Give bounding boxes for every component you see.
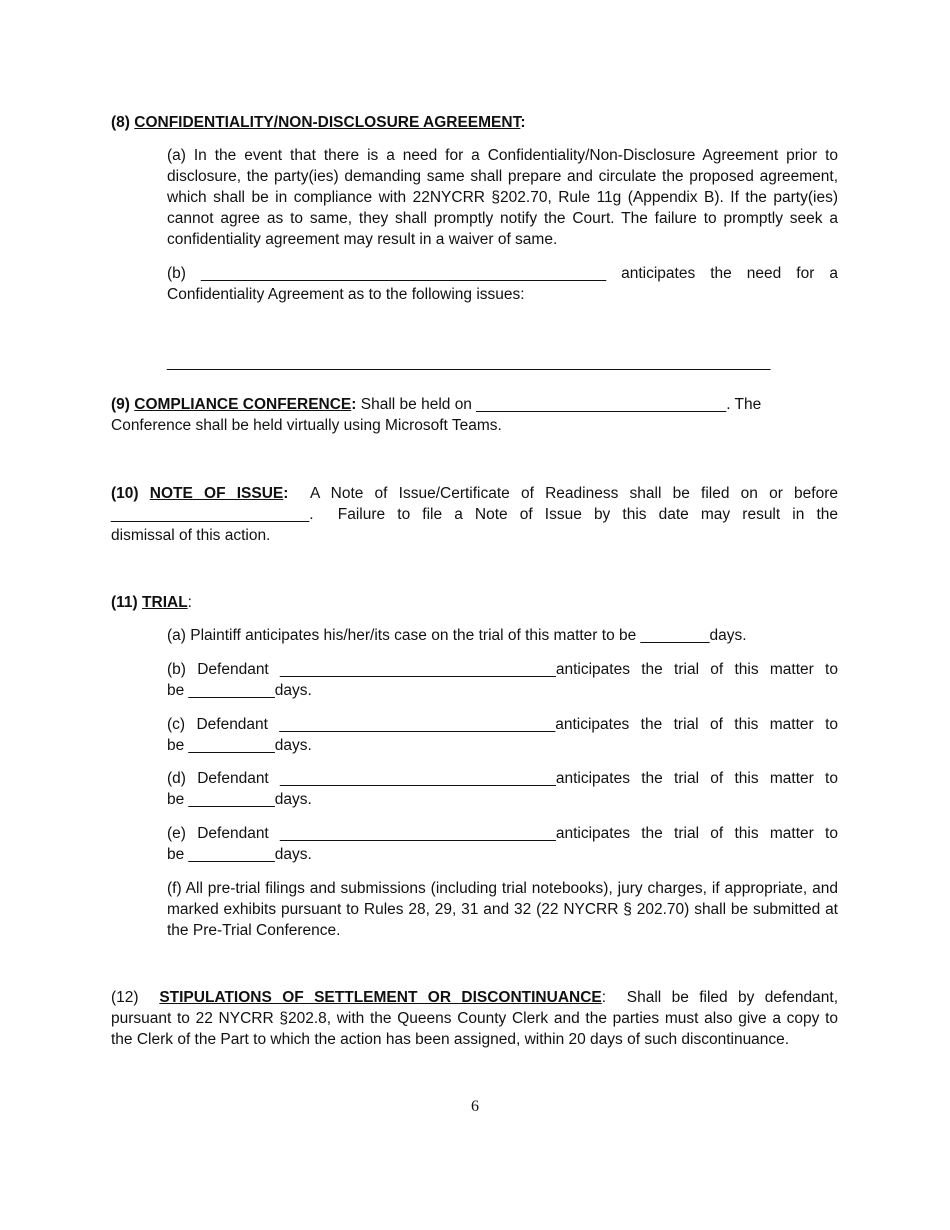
section-9-colon: : (351, 396, 357, 413)
section-8b-line-2: Confidentiality Agreement as to the following issues: (167, 286, 525, 303)
section-9-line-2: Conference shall be held virtually using Microsoft Teams. (111, 417, 502, 434)
section-8b-line-1: (b) _______________________________________________ anticipates the need for a (167, 265, 838, 282)
section-9-title: COMPLIANCE CONFERENCE (134, 396, 352, 413)
section-12-number: (12) (111, 989, 139, 1006)
section-11e-item (167, 823, 838, 865)
section-8a-paragraph: (a) In the event that there is a need for a Confidentiality/Non-Disclosure Agreement prior to disclosure, the party(ies) demanding same shall prepare and circulate the proposed agreement, which shall be in compliance with 22NYCRR §202.70, Rule 11g (Appendix B). If the party(ies) cannot agree as to same, they shall promptly notify the Court. The failure to promptly seek a confidentiality agreement may result in a waiver of same. (167, 147, 838, 248)
section-11c-line-1: (c) Defendant ________________________________anticipates the trial of this matter to (167, 716, 838, 733)
section-9-paragraph (111, 394, 838, 436)
section-8-title: CONFIDENTIALITY/NON-DISCLOSURE AGREEMENT (134, 114, 521, 131)
section-11-heading (111, 592, 838, 613)
section-11-colon: : (187, 594, 192, 611)
section-12-title: STIPULATIONS OF SETTLEMENT OR DISCONTINUANCE (159, 989, 602, 1006)
section-8b-paragraph (167, 263, 838, 305)
section-12-paragraph (111, 987, 838, 1050)
section-10-line-1: A Note of Issue/Certificate of Readiness shall be filed on or before (288, 485, 838, 502)
section-11d-line-1: (d) Defendant ________________________________anticipates the trial of this matter to (167, 770, 838, 787)
section-8-number: (8) (111, 114, 130, 131)
section-11b-line-1: (b) Defendant ________________________________anticipates the trial of this matter to (167, 661, 838, 678)
section-10-line-3: dismissal of this action. (111, 527, 271, 544)
section-8b-blank-line: ______________________________________________________________________ (167, 354, 771, 371)
section-8-heading (111, 112, 838, 133)
section-10-title: NOTE OF ISSUE (149, 485, 284, 502)
section-8-colon: : (520, 114, 526, 131)
section-10-colon: : (283, 485, 289, 502)
section-12-colon: : (601, 989, 607, 1006)
section-11-number: (11) (111, 594, 138, 611)
section-10-paragraph (111, 483, 838, 546)
section-10-number: (10) (111, 485, 139, 502)
section-11c-item (167, 714, 838, 756)
section-11c-line-2: be __________days. (167, 737, 312, 754)
section-11e-line-2: be __________days. (167, 846, 312, 863)
section-12-body: pursuant to 22 NYCRR §202.8, with the Queens County Clerk and the parties must also give a copy to the Clerk of the Part to which the action has been assigned, within 20 days of such discontinuance. (111, 1010, 838, 1048)
section-11f-item: (f) All pre-trial filings and submissions (including trial notebooks), jury charges, if appropriate, and marked exhibits pursuant to Rules 28, 29, 31 and 32 (22 NYCRR § 202.70) shall be submitted at the Pre-Trial Conference. (167, 880, 838, 939)
section-9-number: (9) (111, 396, 130, 413)
section-11b-item (167, 659, 838, 701)
section-11-title: TRIAL (142, 594, 188, 611)
section-11a-item: (a) Plaintiff anticipates his/her/its case on the trial of this matter to be ________days. (167, 627, 747, 644)
page-number: 6 (471, 1098, 479, 1115)
section-12-line-1: Shall be filed by defendant, (606, 989, 838, 1006)
section-11e-line-1: (e) Defendant ________________________________anticipates the trial of this matter to (167, 825, 838, 842)
section-11d-line-2: be __________days. (167, 791, 312, 808)
section-11b-line-2: be __________days. (167, 682, 312, 699)
section-11d-item (167, 768, 838, 810)
section-10-line-2: _______________________. Failure to file a Note of Issue by this date may result in the (111, 506, 838, 523)
section-9-line-1: Shall be held on _____________________________. The (356, 396, 762, 413)
